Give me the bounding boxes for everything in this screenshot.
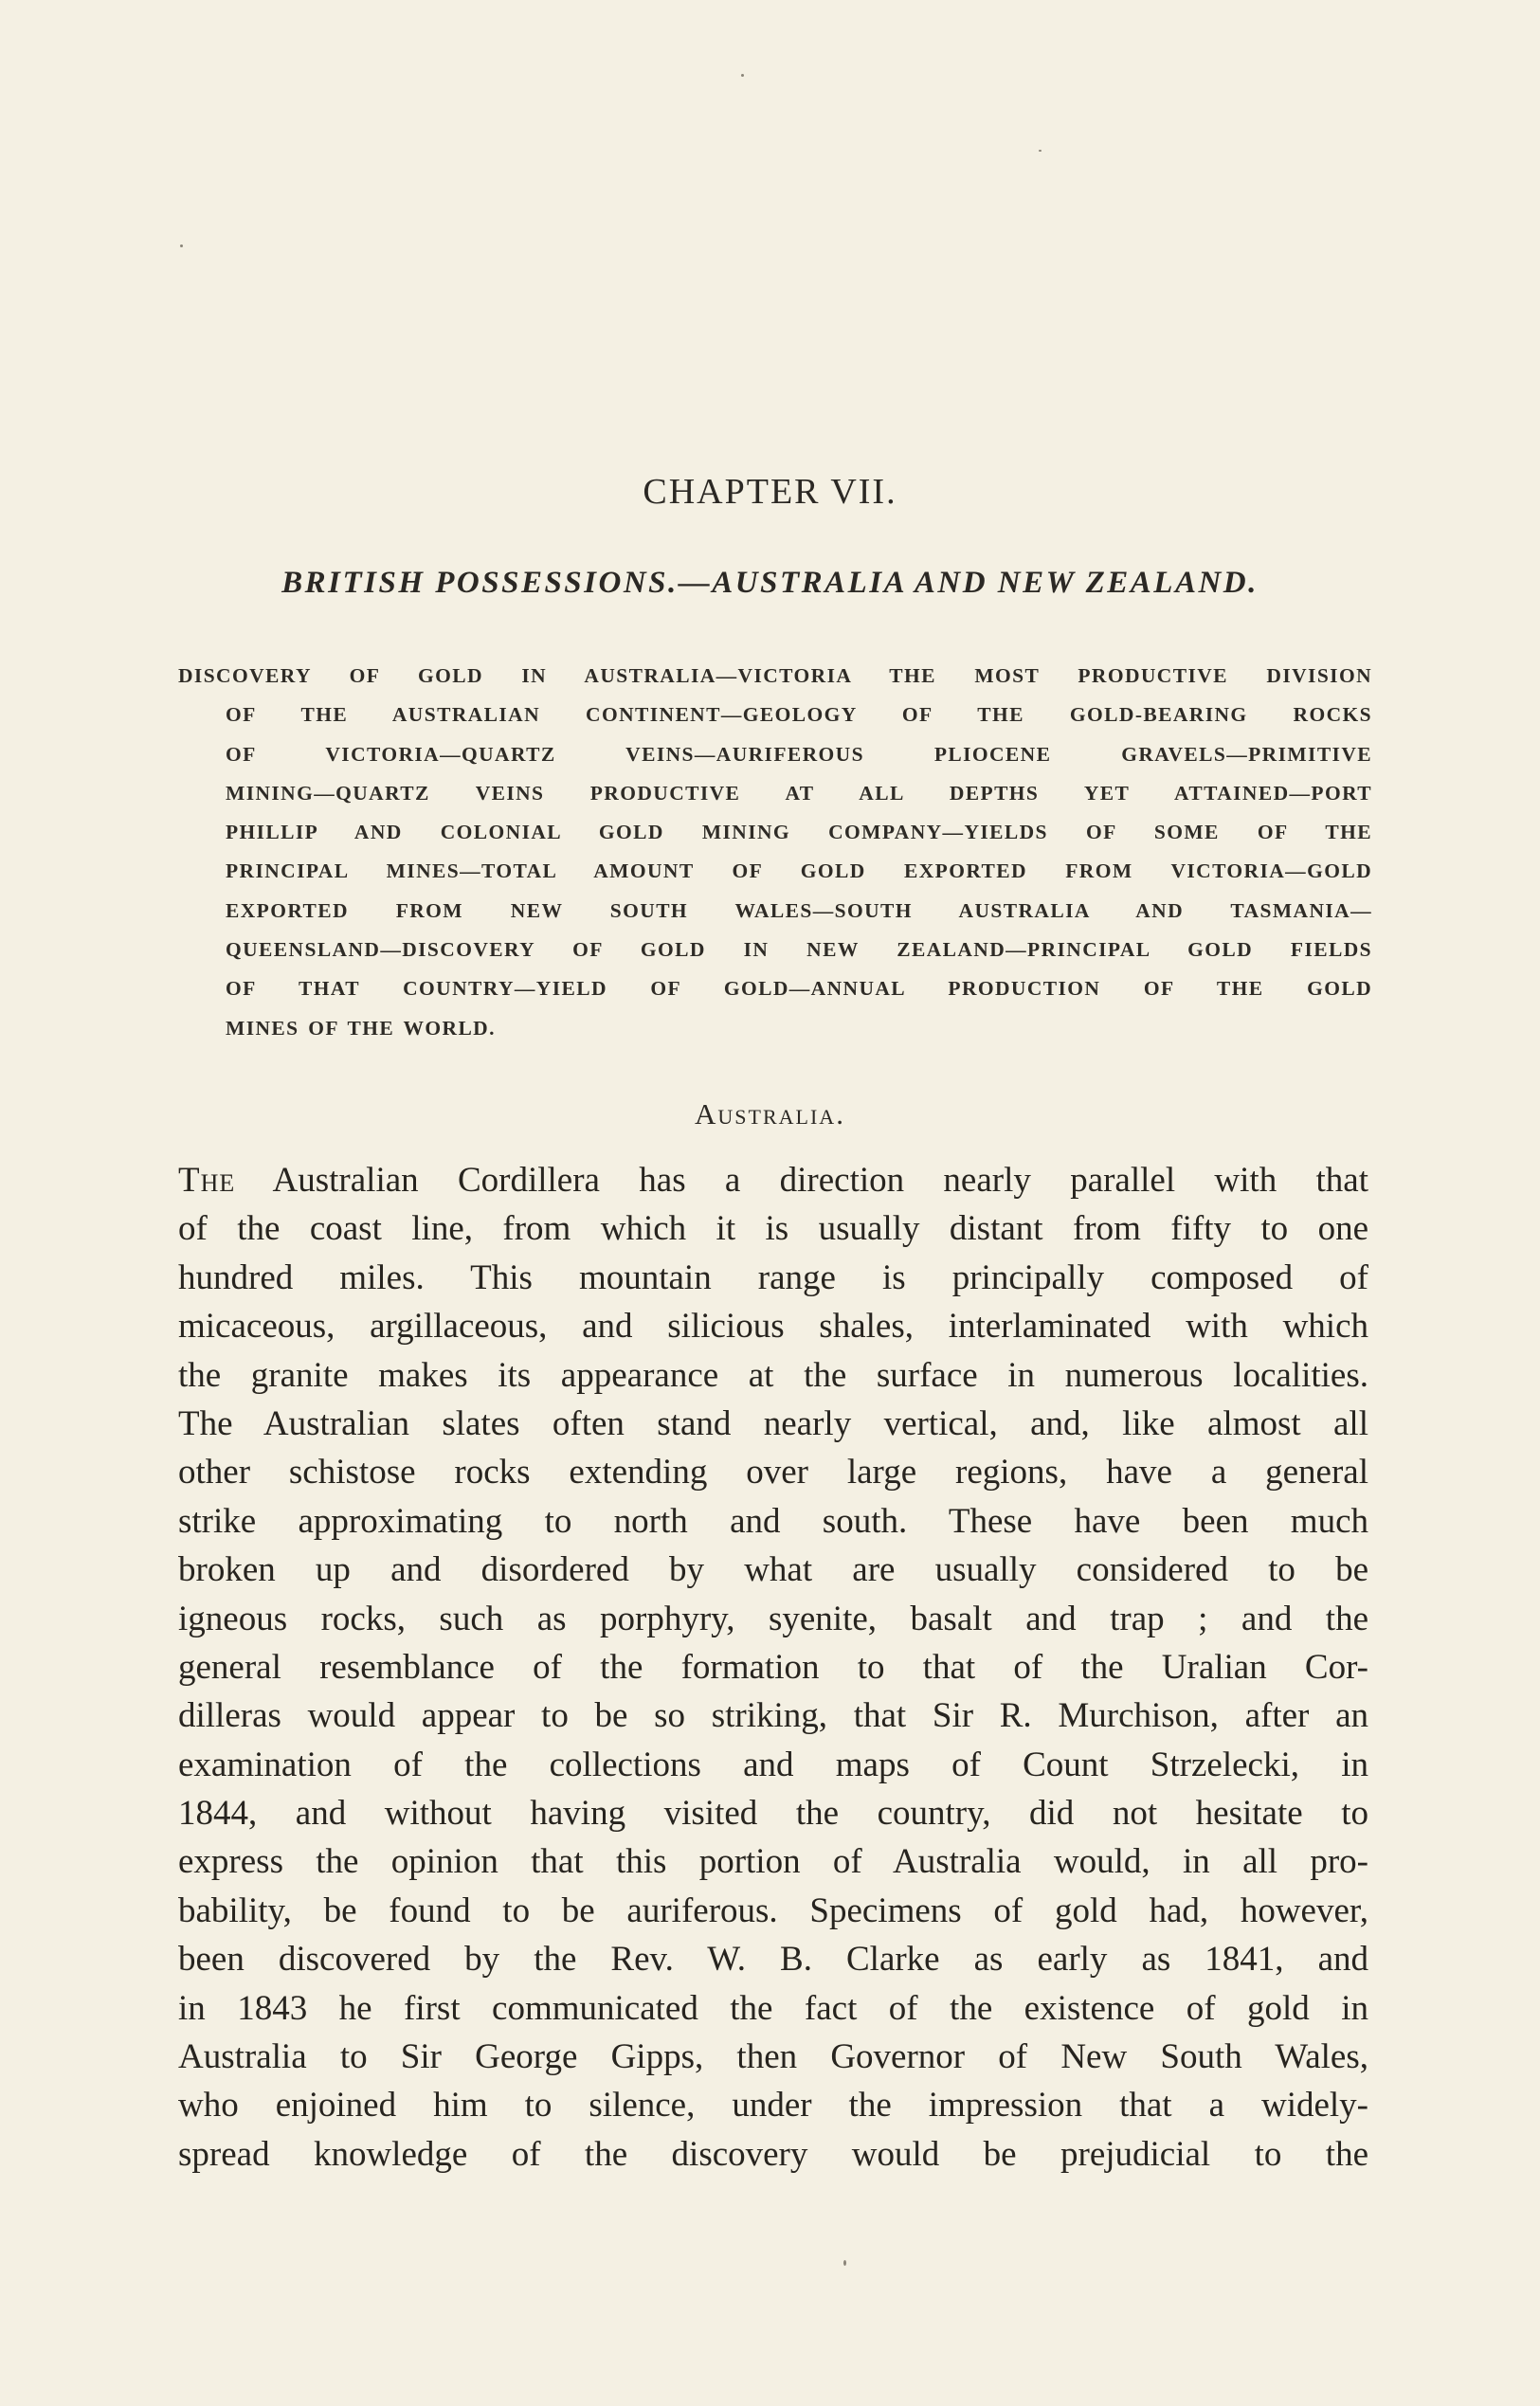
section-heading: Australia.: [695, 1097, 845, 1131]
body-line: express the opinion that this portion of Australia would, in all pro-: [178, 1842, 1368, 1882]
summary-line: MINES OF THE WORLD.: [226, 1016, 496, 1040]
body-line: who enjoined him to silence, under the impression that a widely-: [178, 2086, 1368, 2126]
chapter-summary: [178, 657, 1372, 1048]
summary-line: QUEENSLAND—DISCOVERY OF GOLD IN NEW ZEALAND—PRINCIPAL GOLD FIELDS: [226, 938, 1372, 962]
body-line: other schistose rocks extending over large regions, have a general: [178, 1453, 1368, 1492]
body-line: strike approximating to north and south. These have been much: [178, 1501, 1368, 1541]
summary-line: OF THAT COUNTRY—YIELD OF GOLD—ANNUAL PRODUCTION OF THE GOLD: [226, 977, 1372, 1001]
paper-speck: [741, 74, 744, 77]
first-line-text: Australian Cordillera has a direction nearly parallel with that: [235, 1161, 1368, 1200]
body-line: of the coast line, from which it is usually distant from fifty to one: [178, 1209, 1368, 1249]
paper-speck: [180, 244, 183, 247]
body-line: micaceous, argillaceous, and silicious shales, interlaminated with which: [178, 1307, 1368, 1347]
summary-line: MINING—QUARTZ VEINS PRODUCTIVE AT ALL DEPTHS YET ATTAINED—PORT: [226, 781, 1372, 805]
chapter-title: CHAPTER VII.: [643, 472, 897, 512]
body-line: 1844, and without having visited the country, did not hesitate to: [178, 1794, 1368, 1834]
body-line: the granite makes its appearance at the surface in numerous localities.: [178, 1355, 1368, 1395]
body-line: hundred miles. This mountain range is principally composed of: [178, 1257, 1368, 1297]
body-line: in 1843 he first communicated the fact of the existence of gold in: [178, 1988, 1368, 2028]
body-line: examination of the collections and maps of Count Strzelecki, in: [178, 1745, 1368, 1784]
body-line: The Australian slates often stand nearly vertical, and, like almost all: [178, 1403, 1368, 1443]
body-line: broken up and disordered by what are usually considered to be: [178, 1550, 1368, 1590]
body-line: bability, be found to be auriferous. Specimens of gold had, however,: [178, 1890, 1368, 1930]
body-line: spread knowledge of the discovery would be prejudicial to the: [178, 2134, 1368, 2174]
summary-line: OF THE AUSTRALIAN CONTINENT—GEOLOGY OF THE GOLD-BEARING ROCKS: [226, 703, 1372, 727]
paper-speck: [843, 2260, 846, 2266]
body-line: [178, 1156, 1368, 1204]
summary-line: PHILLIP AND COLONIAL GOLD MINING COMPANY—YIELDS OF SOME OF THE: [226, 821, 1372, 844]
chapter-subtitle: BRITISH POSSESSIONS.—AUSTRALIA AND NEW ZEALAND.: [281, 566, 1259, 600]
body-paragraph: [178, 1156, 1368, 2179]
summary-line: DISCOVERY OF GOLD IN AUSTRALIA—VICTORIA THE MOST PRODUCTIVE DIVISION: [178, 664, 1372, 687]
summary-line: EXPORTED FROM NEW SOUTH WALES—SOUTH AUSTRALIA AND TASMANIA—: [226, 898, 1372, 922]
body-line: igneous rocks, such as porphyry, syenite, basalt and trap ; and the: [178, 1599, 1368, 1638]
paper-speck: [1039, 150, 1042, 152]
summary-line: OF VICTORIA—QUARTZ VEINS—AURIFEROUS PLIOCENE GRAVELS—PRIMITIVE: [226, 742, 1372, 766]
body-line: been discovered by the Rev. W. B. Clarke as early as 1841, and: [178, 1940, 1368, 1980]
body-line: Australia to Sir George Gipps, then Governor of New South Wales,: [178, 2037, 1368, 2077]
summary-line: PRINCIPAL MINES—TOTAL AMOUNT OF GOLD EXPORTED FROM VICTORIA—GOLD: [226, 859, 1372, 883]
body-line: dilleras would appear to be so striking, that Sir R. Murchison, after an: [178, 1696, 1368, 1736]
body-line: general resemblance of the formation to that of the Uralian Cor-: [178, 1647, 1368, 1687]
lead-word: The: [178, 1161, 236, 1200]
